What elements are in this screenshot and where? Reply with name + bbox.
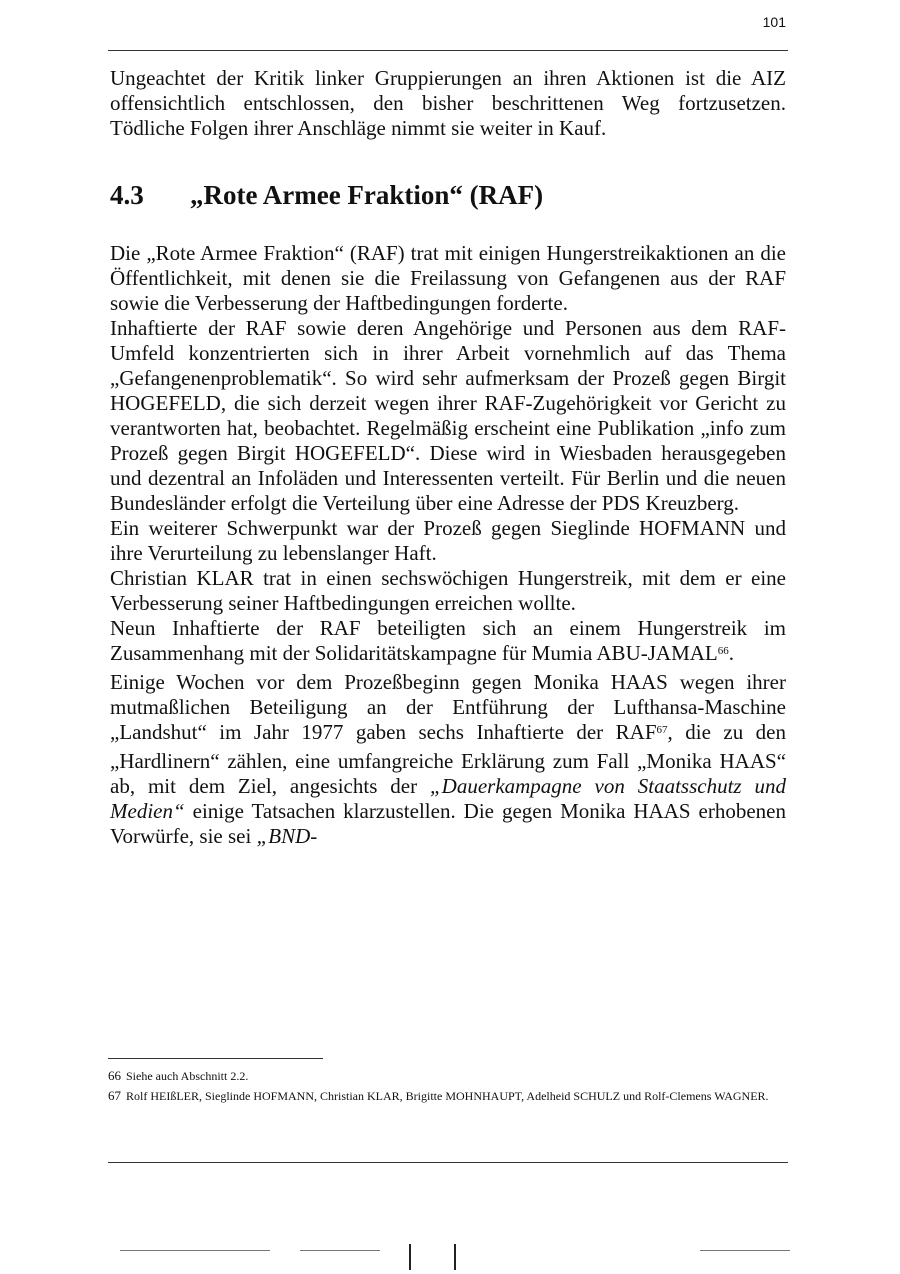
section-number: 4.3 xyxy=(110,180,144,210)
intro-paragraph xyxy=(110,66,786,141)
footnote xyxy=(108,1068,788,1084)
text-run: Die „Rote Armee Fraktion“ (RAF) trat mit einigen Hungerstreikaktionen an die Öffentlichkeit, mit denen sie die Freilassung von Gefangenen aus der RAF sowie die Verbesserung der Haftbedingungen forderte. xyxy=(110,241,786,315)
footnote xyxy=(108,1088,788,1104)
emphasis-text: „BND- xyxy=(256,824,318,848)
text-run: Ein weiterer Schwerpunkt war der Prozeß gegen Sieglinde HOFMANN und ihre Verurteilung zu lebenslanger Haft. xyxy=(110,516,786,565)
footnotes xyxy=(108,1068,788,1108)
footnote-ref: 66 xyxy=(717,645,729,657)
footnote-rule xyxy=(108,1058,323,1059)
paragraph xyxy=(110,616,786,670)
text-run: Einige Wochen vor dem Prozeßbeginn gegen Monika HAAS wegen ihrer mutmaßlichen Beteiligung an der Entführung der Lufthansa-Maschine „Landshut“ im Jahr 1977 gaben sechs Inhaftierte der RAF xyxy=(110,670,786,744)
footnote-number: 66 xyxy=(108,1068,121,1083)
paragraph xyxy=(110,316,786,516)
section-heading xyxy=(110,180,543,211)
paragraph xyxy=(110,670,786,849)
text-run: Christian KLAR trat in einen sechswöchigen Hungerstreik, mit dem er eine Verbesserung seiner Haftbedingungen erreichen wollte. xyxy=(110,566,786,615)
text-run: einige Tatsachen klarzustellen. Die gegen Monika HAAS erhobenen Vorwürfe, sie sei xyxy=(110,799,786,848)
paragraph xyxy=(110,516,786,566)
scan-mark xyxy=(120,1250,270,1251)
paragraph xyxy=(110,566,786,616)
bottom-rule xyxy=(108,1162,788,1163)
scan-mark xyxy=(300,1250,380,1251)
scan-bar xyxy=(409,1244,411,1270)
intro-text xyxy=(110,66,786,141)
text-run: Inhaftierte der RAF sowie deren Angehörige und Personen aus dem RAF-Umfeld konzentrierten sich in ihrer Arbeit vornehmlich auf das Thema „Gefangenenproblematik“. So wird sehr aufmerksam der Prozeß gegen Birgit HOGEFELD, die sich derzeit wegen ihrer RAF-Zugehörigkeit vor Gericht zu verantworten hat, beobachtet. Regelmäßig erscheint eine Publikation „info zum Prozeß gegen Birgit HOGEFELD“. Diese wird in Wiesbaden herausgegeben und dezentral an Infoläden und Interessenten verteilt. Für Berlin und die neuen Bundesländer erfolgt die Verteilung über eine Adresse der PDS Kreuzberg. xyxy=(110,316,786,515)
section-title: „Rote Armee Fraktion“ (RAF) xyxy=(190,180,544,210)
footnote-text: Rolf HEIßLER, Sieglinde HOFMANN, Christian KLAR, Brigitte MOHNHAUPT, Adelheid SCHULZ und Rolf-Clemens WAGNER. xyxy=(126,1089,769,1103)
paragraph xyxy=(110,241,786,316)
emphasis-text: „Dauerkampagne von Staatsschutz und Medien“ xyxy=(110,774,786,823)
text-run: Ungeachtet der Kritik linker Gruppierungen an ihren Aktionen ist die AIZ offensichtlich entschlossen, den bisher beschrittenen Weg fortzusetzen. Tödliche Folgen ihrer Anschläge nimmt sie weiter in Kauf. xyxy=(110,66,786,140)
footnote-ref: 67 xyxy=(656,724,668,736)
text-run: . xyxy=(728,641,734,665)
footnote-text: Siehe auch Abschnitt 2.2. xyxy=(126,1069,249,1083)
scan-mark xyxy=(700,1250,790,1251)
page-number: 101 xyxy=(762,14,786,30)
section-body xyxy=(110,241,786,849)
text-run: , die zu den „Hardlinern“ zählen, eine umfangreiche Erklärung zum Fall „Monika HAAS“ ab, mit dem Ziel, angesichts der xyxy=(110,720,786,798)
footnote-number: 67 xyxy=(108,1088,121,1103)
header-rule xyxy=(108,50,788,51)
text-run: Neun Inhaftierte der RAF beteiligten sich an einem Hungerstreik im Zusammenhang mit der Solidaritätskampagne für Mumia ABU-JAMAL xyxy=(110,616,786,665)
scan-bar xyxy=(454,1244,456,1270)
